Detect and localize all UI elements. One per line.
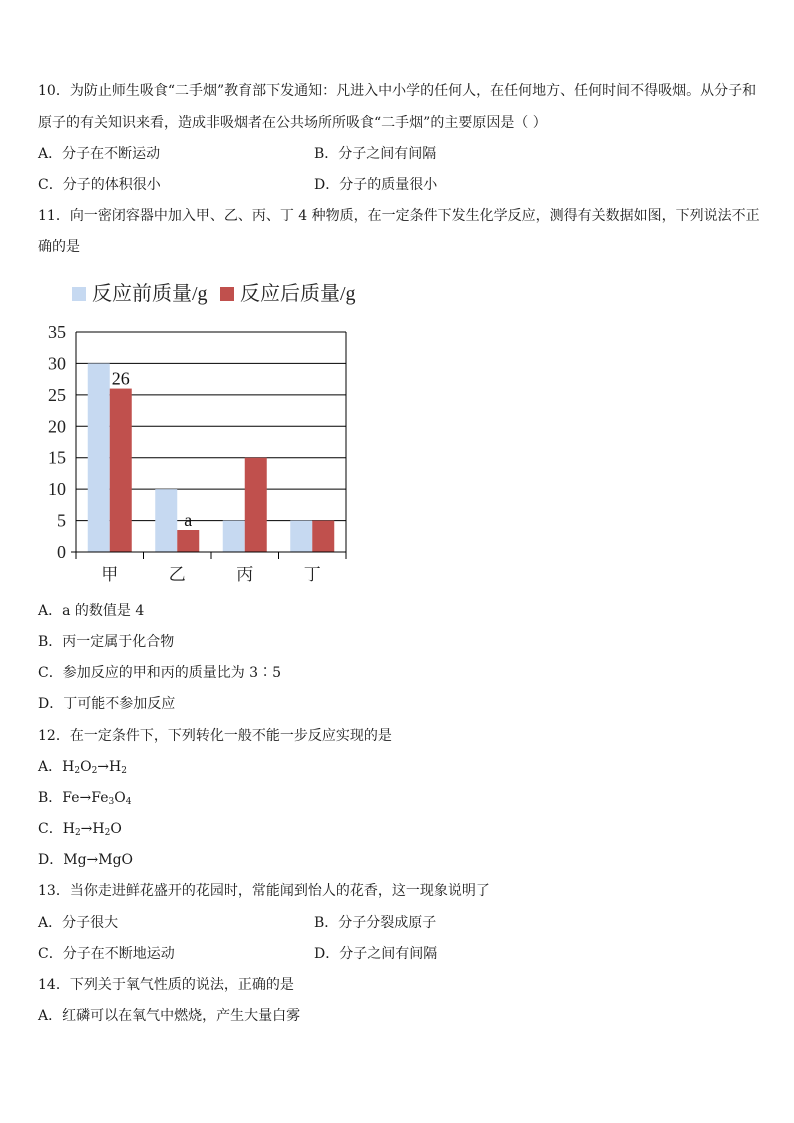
formula-part: Fe→Fe — [62, 790, 109, 806]
q11-stem-line1: 11．向一密闭容器中加入甲、乙、丙、丁 4 种物质，在一定条件下发生化学反应，测得有关数据如图，下列说法不正 — [38, 208, 760, 224]
y-tick-label: 15 — [48, 447, 66, 468]
formula-part: O — [80, 759, 92, 775]
formula-subscript: 2 — [74, 828, 81, 838]
q13-option-b: B．分子分裂成原子 — [314, 915, 437, 931]
chart-legend — [72, 282, 356, 305]
q12-option-b-prefix: B． — [38, 790, 63, 806]
formula-part: O — [114, 790, 126, 806]
q10-option-b: B．分子之间有间隔 — [314, 146, 437, 162]
bar-丁-before — [290, 521, 312, 552]
q10-option-c: C．分子的体积很小 — [38, 177, 161, 193]
bar-甲-after — [110, 389, 132, 552]
mass-bar-chart — [38, 272, 378, 587]
y-tick-label: 35 — [48, 322, 66, 342]
bar-丙-before — [223, 521, 245, 552]
x-axis-tick-labels — [101, 565, 321, 584]
q12-option-b — [38, 788, 131, 812]
q14-stem: 14．下列关于氧气性质的说法，正确的是 — [38, 977, 294, 993]
q13-option-d: D．分子之间有间隔 — [314, 946, 438, 962]
q10-stem-line1: 10．为防止师生吸食“二手烟”教育部下发通知：凡进入中小学的任何人，在任何地方、任何时间不得吸烟。从分子和 — [38, 83, 757, 99]
x-tick-label: 丙 — [236, 565, 254, 584]
y-tick-label: 25 — [48, 384, 66, 405]
formula-subscript: 3 — [108, 797, 115, 807]
x-tick-label: 丁 — [303, 565, 321, 584]
q13-stem: 13．当你走进鲜花盛开的花园时，常能闻到怡人的花香，这一现象说明了 — [38, 883, 490, 899]
legend-swatch-before — [72, 287, 86, 301]
formula-part: Mg→MgO — [63, 852, 134, 868]
y-tick-label: 20 — [48, 416, 66, 437]
x-tick-label: 乙 — [168, 565, 186, 584]
q11-option-d: D．丁可能不参加反应 — [38, 696, 176, 712]
q11-stem-line2: 确的是 — [38, 239, 80, 255]
q12-option-d-prefix: D． — [38, 852, 64, 868]
formula-subscript: 2 — [121, 766, 127, 776]
q12-option-a-prefix: A． — [38, 759, 63, 775]
bar-乙-before — [155, 489, 177, 552]
y-tick-label: 30 — [48, 353, 66, 374]
legend-label-before: 反应前质量/g — [92, 283, 208, 305]
q12-option-c-prefix: C． — [38, 821, 63, 837]
q10-stem-line2: 原子的有关知识来看，造成非吸烟者在公共场所所吸食“二手烟”的主要原因是（ ） — [38, 115, 547, 131]
q12-option-d — [38, 850, 133, 870]
bar-甲-before — [88, 363, 110, 552]
legend-swatch-after — [220, 287, 234, 301]
formula-part: →H — [80, 821, 105, 837]
q13-option-a: A．分子很大 — [38, 915, 119, 931]
legend-label-after: 反应后质量/g — [240, 283, 356, 305]
formula-subscript: 2 — [91, 766, 98, 776]
formula-subscript: 2 — [104, 828, 111, 838]
formula-part: H — [62, 759, 75, 775]
q10-option-d: D．分子的质量很小 — [314, 177, 438, 193]
bar-乙-after — [177, 530, 199, 552]
y-axis-tick-labels — [48, 322, 66, 562]
q12-option-c — [38, 819, 122, 843]
y-tick-label: 10 — [48, 479, 66, 500]
data-label: a — [184, 510, 193, 530]
x-tick-label: 甲 — [101, 565, 119, 584]
formula-subscript: 4 — [125, 797, 132, 807]
q10-option-a: A．分子在不断运动 — [38, 146, 161, 162]
bar-丙-after — [245, 458, 267, 552]
q11-option-a: A．a 的数值是 4 — [38, 603, 145, 619]
formula-part: →H — [97, 759, 122, 775]
q11-option-b: B．丙一定属于化合物 — [38, 634, 175, 650]
y-tick-label: 0 — [57, 542, 66, 562]
formula-subscript: 2 — [74, 766, 81, 776]
q11-option-c: C．参加反应的甲和丙的质量比为 3∶5 — [38, 665, 281, 681]
q12-option-a — [38, 757, 127, 781]
q13-option-c: C．分子在不断地运动 — [38, 946, 175, 962]
bar-丁-after — [312, 521, 334, 552]
q12-stem: 12．在一定条件下，下列转化一般不能一步反应实现的是 — [38, 728, 392, 744]
y-tick-label: 5 — [57, 510, 66, 531]
q14-option-a: A．红磷可以在氧气中燃烧，产生大量白雾 — [38, 1008, 301, 1024]
formula-part: O — [110, 821, 122, 837]
formula-part: H — [62, 821, 75, 837]
data-label: 26 — [111, 368, 130, 389]
